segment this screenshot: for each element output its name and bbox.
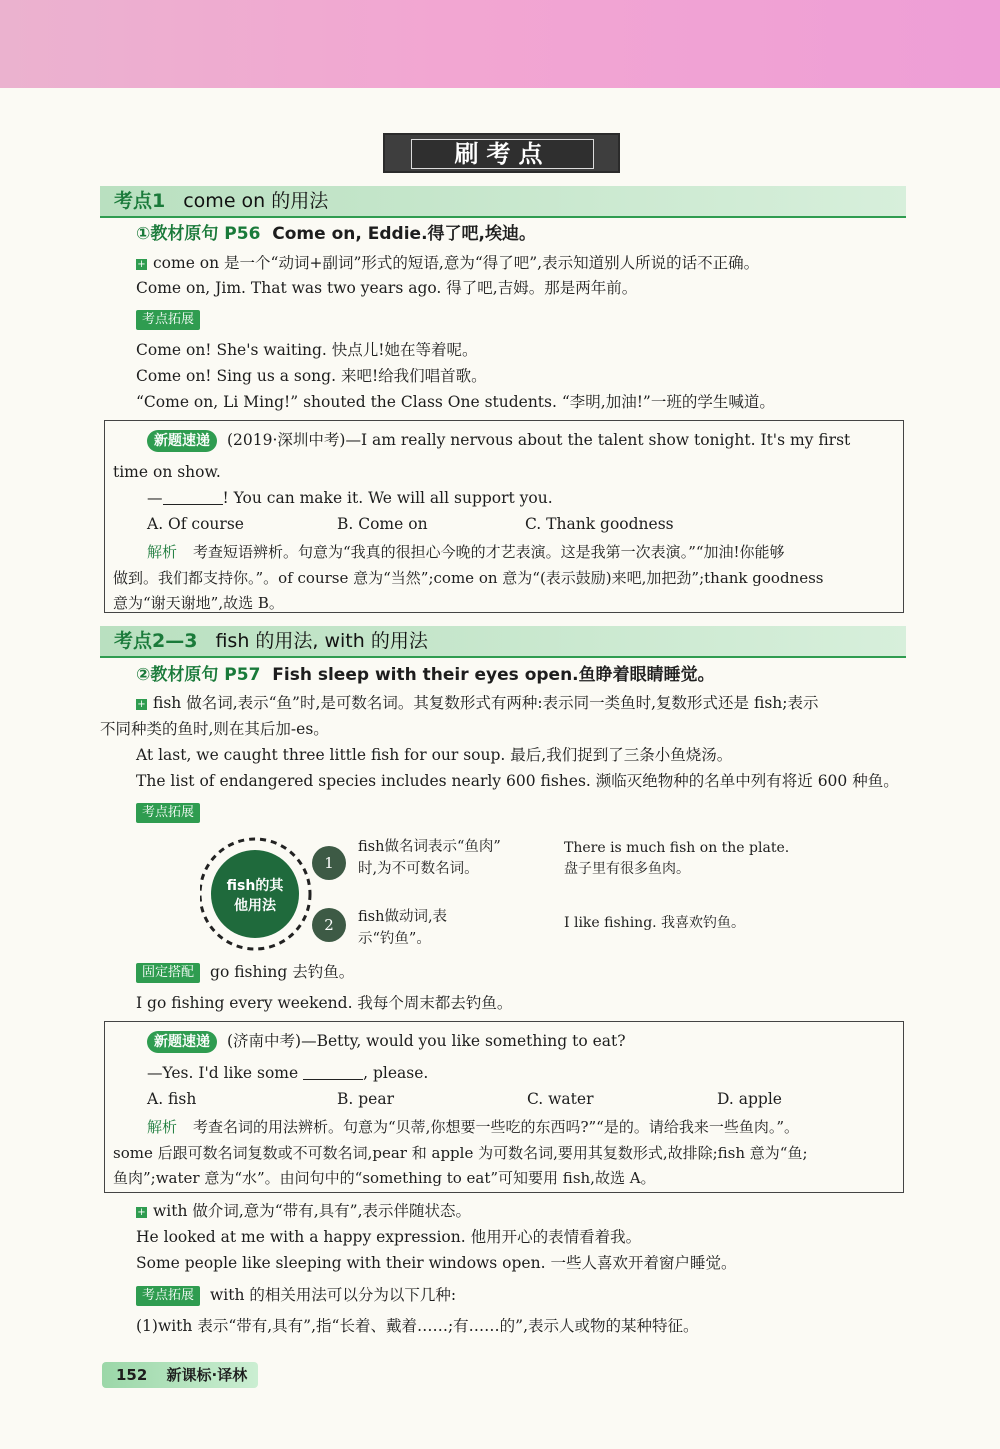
- analysis-line-1: [147, 1116, 799, 1137]
- top-color-band: [0, 0, 1000, 88]
- reply-start: —Yes. I'd like some: [147, 1064, 299, 1082]
- example: He looked at me with a happy expression. 他用开心的表情看着我。: [136, 1228, 642, 1246]
- question-box-2: [104, 1021, 904, 1193]
- explanation: [136, 252, 759, 274]
- option-c: C. Thank goodness: [525, 515, 674, 533]
- diagram-example-2: I like fishing. 我喜欢钓鱼。: [564, 915, 746, 931]
- page-title: 刷考点: [411, 139, 594, 169]
- explanation-cont: 不同种类的鱼时,则在其后加-es。: [100, 720, 329, 738]
- analysis-line-2: some 后跟可数名词复数或不可数名词,pear 和 apple 为可数名词,要用其复数形式,故排除;fish 意为“鱼;: [113, 1144, 808, 1162]
- example-line: There is much fish on the plate.: [564, 840, 790, 856]
- textbook-sentence: [136, 664, 715, 686]
- extension-tag: 考点拓展: [136, 310, 200, 330]
- section-number: 考点2—3: [114, 630, 198, 652]
- example: “Come on, Li Ming!” shouted the Class One students. “李明,加油!”一班的学生喊道。: [136, 393, 775, 411]
- explanation: [136, 1200, 471, 1222]
- section-title: come on 的用法: [183, 190, 329, 212]
- bullet-icon: +: [137, 1207, 146, 1218]
- answer-blank: [163, 490, 223, 505]
- option-c: C. water: [527, 1090, 594, 1108]
- page-footer: [102, 1362, 258, 1388]
- analysis-line-3: 意为“谢天谢地”,故选 B。: [113, 594, 284, 612]
- diagram-example-1: [564, 838, 789, 880]
- new-question-badge: 新题速递: [147, 430, 217, 452]
- desc-line: fish做名词表示“鱼肉”: [358, 839, 501, 855]
- fixed-collocation-text: go fishing 去钓鱼。: [210, 963, 355, 981]
- textbook-ref: ②教材原句 P57: [136, 665, 261, 685]
- bullet-icon: +: [137, 699, 146, 710]
- analysis-line-1: [147, 541, 785, 562]
- list-item: (1)with 表示“带有,具有”,指“长着、戴着……;有……的”,表示人或物的某种特征。: [136, 1317, 699, 1335]
- example: At last, we caught three little fish for our soup. 最后,我们捉到了三条小鱼烧汤。: [136, 746, 733, 764]
- diagram-node-1: 1: [312, 846, 346, 880]
- explanation-text: with 做介词,意为“带有,具有”,表示伴随状态。: [153, 1202, 471, 1220]
- new-question-badge: 新题速递: [147, 1031, 217, 1053]
- example: Come on! She's waiting. 快点儿!她在等着呢。: [136, 341, 478, 359]
- diagram-node-2: 2: [312, 908, 346, 942]
- diagram-desc-2: [358, 906, 447, 950]
- page-number: 152: [116, 1366, 148, 1384]
- textbook-text: Fish sleep with their eyes open.鱼睁着眼睛睡觉。: [272, 665, 715, 685]
- option-a: A. Of course: [147, 515, 244, 533]
- extension: [136, 308, 210, 330]
- desc-line: 示“钓鱼”。: [358, 931, 431, 947]
- textbook-ref: ①教材原句 P56: [136, 224, 261, 244]
- desc-line: fish做动词,表: [358, 909, 448, 925]
- example: The list of endangered species includes nearly 600 fishes. 濒临灭绝物种的名单中列有将近 600 种鱼。: [136, 772, 899, 790]
- analysis-text: 考查短语辨析。句意为“我真的很担心今晚的才艺表演。这是我第一次表演。”“加油!你能够: [193, 543, 785, 561]
- question-source: [147, 429, 850, 452]
- question-box-1: [104, 420, 904, 613]
- section-title: fish 的用法, with 的用法: [215, 630, 428, 652]
- option-d: D. apple: [717, 1090, 782, 1108]
- section-bar-2: [100, 626, 906, 658]
- analysis-text: 考查名词的用法辨析。句意为“贝蒂,你想要一些吃的东西吗?”“是的。请给我来一些鱼肉。”。: [193, 1118, 800, 1136]
- explanation: [136, 692, 818, 714]
- fixed-collocation-tag: 固定搭配: [136, 963, 200, 983]
- extension: [136, 801, 210, 823]
- question-text: (2019·深圳中考)—I am really nervous about the talent show tonight. It's my first: [227, 431, 851, 449]
- extension: [136, 1284, 456, 1306]
- question-text-cont: time on show.: [113, 463, 221, 481]
- extension-text: with 的相关用法可以分为以下几种:: [210, 1286, 457, 1304]
- question-text: (济南中考)—Betty, would you like something to eat?: [227, 1032, 626, 1050]
- example-line: 盘子里有很多鱼肉。: [564, 861, 690, 877]
- question-blank-line: [147, 489, 553, 507]
- analysis-line-2: 做到。我们都支持你。”。of course 意为“当然”;come on 意为“(表示鼓励)来吧,加把劲”;thank goodness: [113, 569, 824, 587]
- explanation-text: fish 做名词,表示“鱼”时,是可数名词。其复数形式有两种:表示同一类鱼时,复数形式还是 fish;表示: [153, 694, 819, 712]
- extension-tag: 考点拓展: [136, 1286, 200, 1306]
- reply-text: ! You can make it. We will all support you.: [222, 489, 553, 507]
- example: Come on! Sing us a song. 来吧!给我们唱首歌。: [136, 367, 487, 385]
- book-name: 新课标·译林: [166, 1366, 248, 1384]
- analysis-label: 解析: [147, 543, 178, 561]
- option-b: B. Come on: [337, 515, 428, 533]
- question-blank-line: [147, 1064, 428, 1082]
- desc-line: 时,为不可数名词。: [358, 861, 479, 877]
- dash: —: [147, 489, 163, 507]
- example: I go fishing every weekend. 我每个周末都去钓鱼。: [136, 994, 513, 1012]
- answer-blank: [303, 1065, 363, 1080]
- question-source: [147, 1030, 626, 1053]
- explanation-text: come on 是一个“动词+副词”形式的短语,意为“得了吧”,表示知道别人所说的话不正确。: [153, 254, 760, 272]
- section-bar-1: [100, 186, 906, 218]
- analysis-line-3: 鱼肉”;water 意为“水”。由问句中的“something to eat”可知要用 fish,故选 A。: [113, 1169, 656, 1187]
- example: Come on, Jim. That was two years ago. 得了吧,吉姆。那是两年前。: [136, 279, 638, 297]
- diagram-center-label: fish的其他用法: [226, 878, 284, 914]
- bullet-icon: +: [137, 259, 146, 270]
- reply-end: , please.: [363, 1064, 429, 1082]
- textbook-sentence: [136, 223, 536, 245]
- textbook-text: Come on, Eddie.得了吧,埃迪。: [272, 224, 536, 244]
- fixed-collocation: [136, 961, 354, 983]
- fish-usage-diagram: [200, 832, 900, 957]
- example: Some people like sleeping with their windows open. 一些人喜欢开着窗户睡觉。: [136, 1254, 737, 1272]
- option-b: B. pear: [337, 1090, 394, 1108]
- option-a: A. fish: [147, 1090, 197, 1108]
- diagram-desc-1: [358, 836, 501, 880]
- extension-tag: 考点拓展: [136, 803, 200, 823]
- analysis-label: 解析: [147, 1118, 178, 1136]
- page-title-box: [383, 133, 620, 173]
- section-number: 考点1: [114, 190, 166, 212]
